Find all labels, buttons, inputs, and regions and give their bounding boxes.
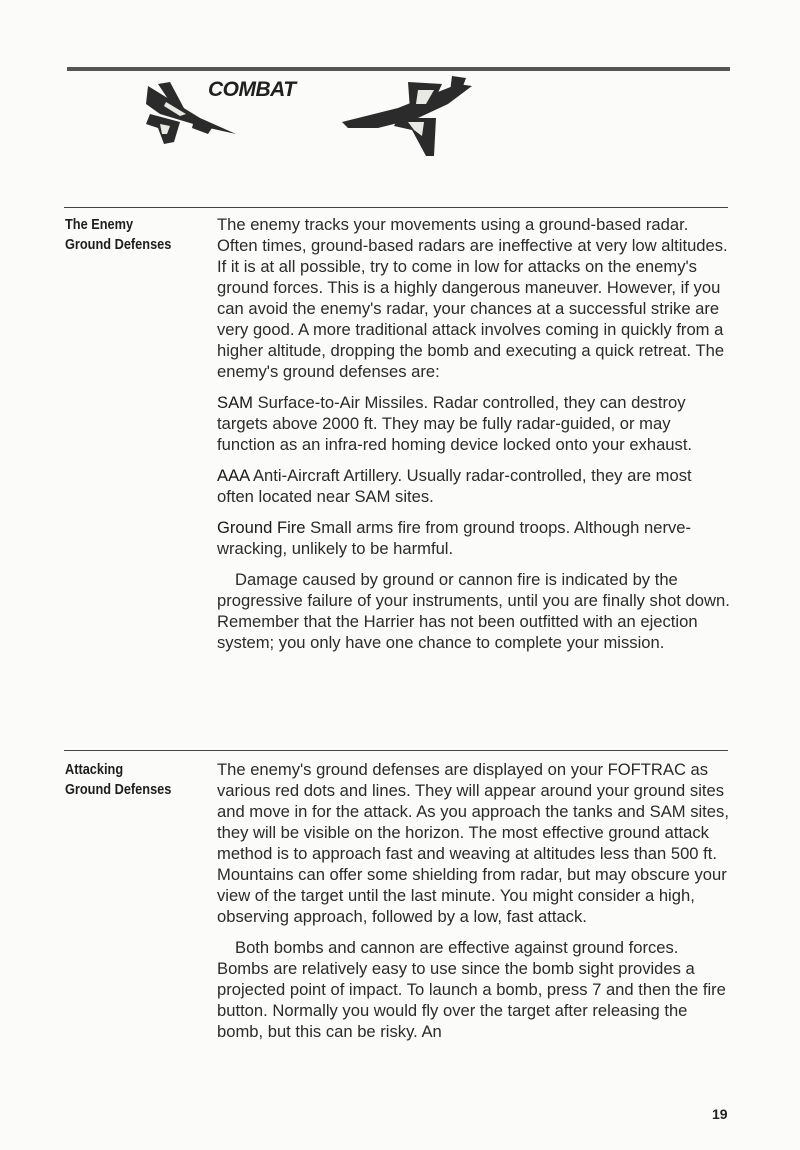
defense-item-aaa: [217, 465, 730, 507]
defense-item-ground-fire: [217, 517, 730, 559]
defense-term: SAM: [217, 393, 253, 412]
intro-paragraph: The enemy tracks your movements using a ground-based radar. Often times, ground-based radars are ineffective at very low altitudes. If it is at all possible, try to come in low for attacks on the enemy's ground forces. This is a highly dangerous maneuver. However, if you can avoid the enemy's radar, your chances at a successful strike are very good. A more traditional attack involves coming in quickly from a higher altitude, dropping the bomb and executing a quick retreat. The enemy's ground defenses are:: [217, 215, 728, 381]
page-title: COMBAT: [208, 78, 296, 101]
body-paragraph: The enemy's ground defenses are displayed on your FOFTRAC as various red dots and lines. They will appear around your ground sites and move in for the attack. As you approach the tanks and SAM sites, they will be visible on the horizon. The most effective ground attack method is to approach fast and weaving at altitudes less than 500 ft. Mountains can offer some shielding from radar, but may obscure your view of the target until the last minute. You might consider a high, observing approach, followed by a low, fast attack.: [217, 760, 729, 926]
closing-paragraph: Damage caused by ground or cannon fire is indicated by the progressive failure of your instruments, until you are finally shot down. Remember that the Harrier has not been outfitted with an ejection system; you only have one chance to complete your mission.: [217, 570, 730, 652]
side-heading-attacking: [65, 760, 188, 800]
side-heading-enemy-defenses: [65, 215, 188, 255]
defense-term: AAA: [217, 466, 250, 485]
defense-description: Surface-to-Air Missiles. Radar controlled, they can destroy targets above 2000 ft. They may be fully radar-guided, or may function as an infra-red homing device locked onto your exhaust.: [217, 393, 693, 454]
defense-term: Ground Fire: [217, 518, 306, 537]
defense-description: Anti-Aircraft Artillery. Usually radar-controlled, they are most often located near SAM sites.: [217, 466, 692, 506]
heading-line: Attacking: [65, 762, 124, 778]
page-number: 19: [712, 1106, 728, 1122]
body-paragraph: Both bombs and cannon are effective against ground forces. Bombs are relatively easy to use since the bomb sight provides a projected point of impact. To launch a bomb, press 7 and then the fire button. Normally you would fly over the target after releasing the bomb, but this can be risky. An: [217, 938, 726, 1041]
heading-line: Ground Defenses: [65, 782, 172, 798]
section-body-enemy-defenses: [217, 214, 730, 663]
harrier-jet-right-icon: [338, 74, 474, 158]
section-divider: [64, 207, 728, 208]
top-rule: [67, 67, 730, 71]
defense-item-sam: [217, 392, 730, 455]
heading-line: Ground Defenses: [65, 237, 172, 253]
section-divider: [64, 750, 728, 751]
section-body-attacking: [217, 759, 730, 1052]
defense-description: Small arms fire from ground troops. Although nerve-wracking, unlikely to be harmful.: [217, 518, 692, 558]
heading-line: The Enemy: [65, 217, 134, 233]
